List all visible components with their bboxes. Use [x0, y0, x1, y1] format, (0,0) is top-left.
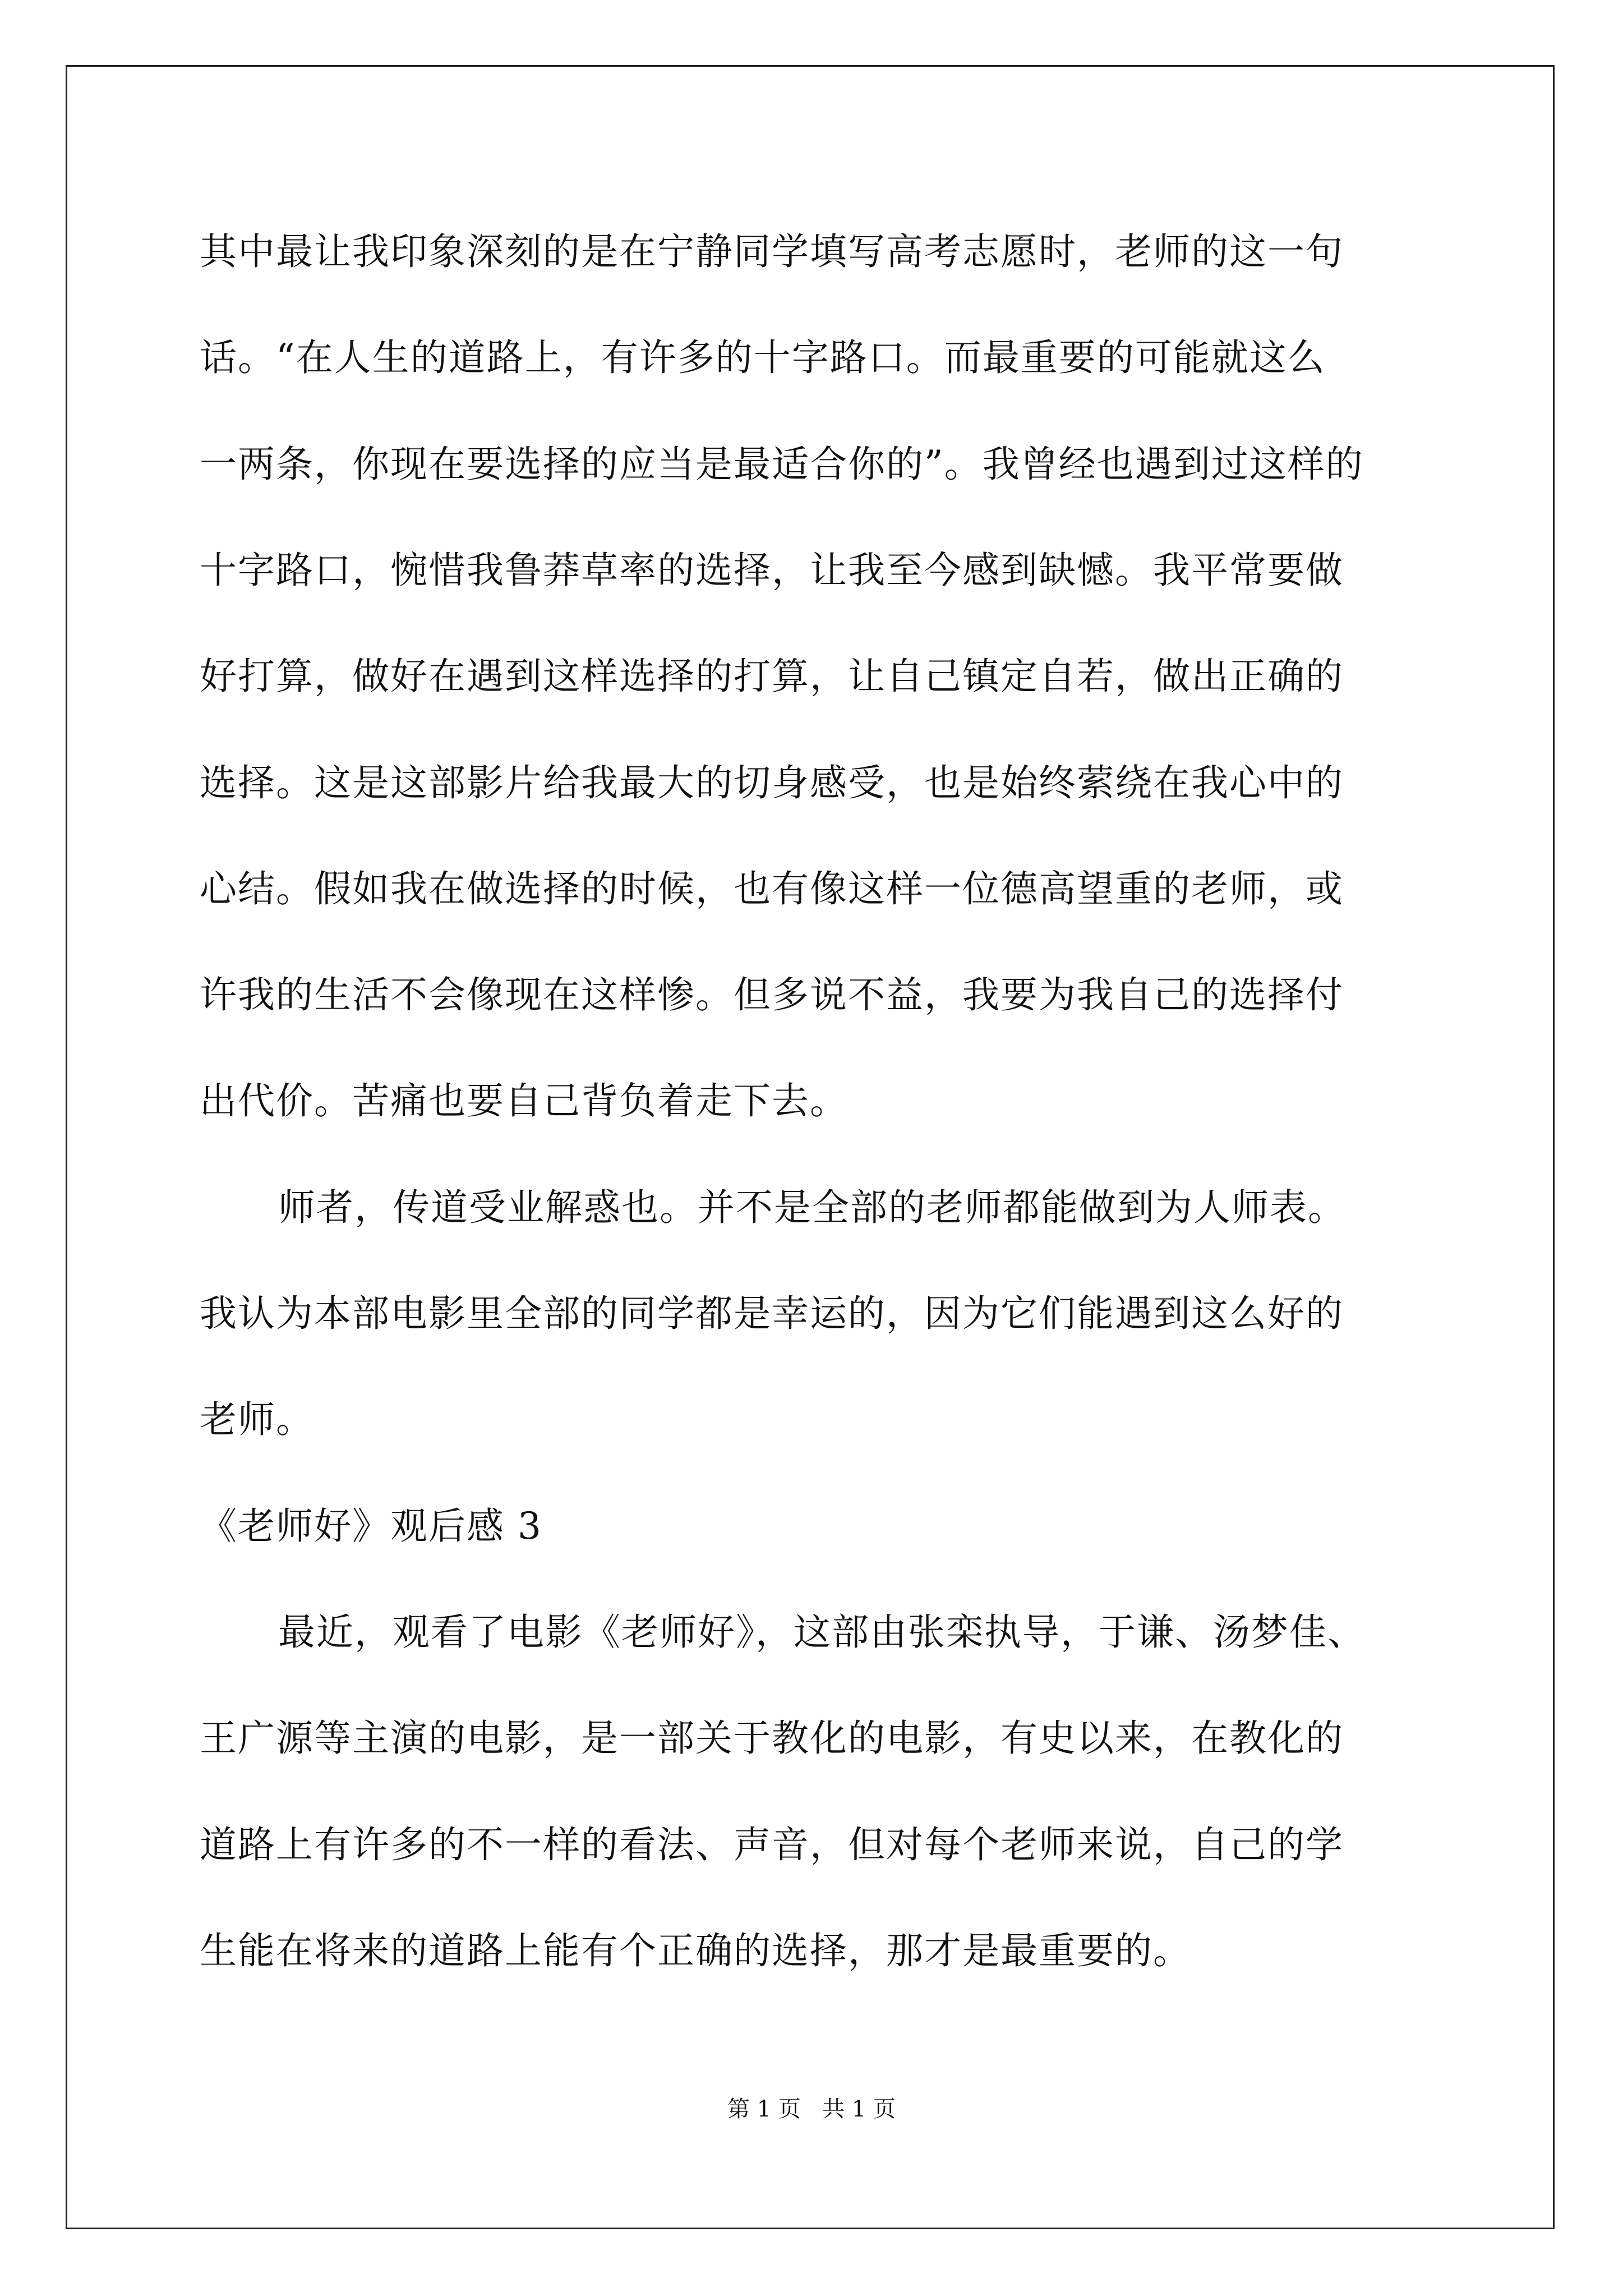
paragraph-3-line-2: 王广源等主演的电影，是一部关于教化的电影，有史以来，在教化的 [200, 1717, 1344, 1760]
paragraph-1-line-5: 好打算，做好在遇到这样选择的打算，让自己镇定自若，做出正确的 [200, 655, 1344, 698]
paragraph-3-line-4: 生能在将来的道路上能有个正确的选择，那才是最重要的。 [200, 1929, 1191, 1972]
paragraph-2-line-2: 我认为本部电影里全部的同学都是幸运的，因为它们能遇到这么好的 [200, 1292, 1344, 1335]
paragraph-2-line-3: 老师。 [200, 1398, 314, 1441]
page-footer: 第 1 页 共 1 页 [727, 2096, 896, 2122]
paragraph-1-line-2: 话。“在人生的道路上，有许多的十字路口。而最重要的可能就这么 [200, 336, 1326, 379]
paragraph-1-line-3: 一两条，你现在要选择的应当是最适合你的”。我曾经也遇到过这样的 [200, 443, 1364, 486]
paragraph-3-line-3: 道路上有许多的不一样的看法、声音，但对每个老师来说，自己的学 [200, 1823, 1344, 1866]
paragraph-1-line-7: 心结。假如我在做选择的时候，也有像这样一位德高望重的老师，或 [200, 867, 1344, 910]
paragraph-1-line-9: 出代价。苦痛也要自己背负着走下去。 [200, 1079, 848, 1122]
paragraph-3-line-1: 最近，观看了电影《老师好》，这部由张栾执导，于谦、汤梦佳、 [278, 1611, 1366, 1654]
paragraph-1-line-1: 其中最让我印象深刻的是在宁静同学填写高考志愿时，老师的这一句 [200, 230, 1344, 273]
paragraph-1-line-4: 十字路口，惋惜我鲁莽草率的选择，让我至今感到缺憾。我平常要做 [200, 549, 1344, 592]
paragraph-2-line-1: 师者，传道受业解惑也。并不是全部的老师都能做到为人师表。 [278, 1186, 1346, 1229]
paragraph-1-line-6: 选择。这是这部影片给我最大的切身感受，也是始终萦绕在我心中的 [200, 761, 1344, 804]
paragraph-1-line-8: 许我的生活不会像现在这样惨。但多说不益，我要为我自己的选择付 [200, 973, 1344, 1016]
page-border [66, 65, 1555, 2229]
section-title: 《老师好》观后感 3 [200, 1504, 542, 1548]
